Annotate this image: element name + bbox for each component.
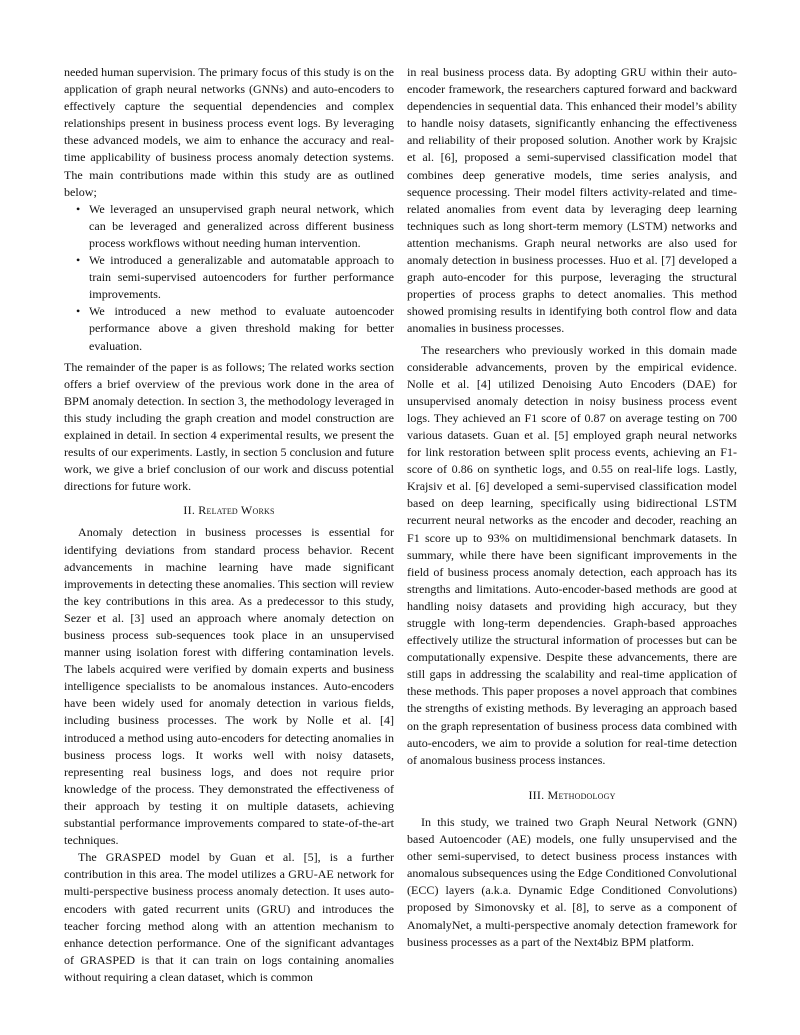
- remainder-paragraph: The remainder of the paper is as follows; The related works section offers a brief overview of the previous work done in the area of BPM anomaly detection. In section 3, the methodology leveraged in this study including the graph creation and model construction are explained in detail. In section 4 experimental results, we present the results of our experiments. Lastly, in section 5 conclusion and future work, we give a brief conclusion of our work and discuss potential directions for future work.: [64, 359, 394, 494]
- intro-paragraph: needed human supervision. The primary focus of this study is on the application of graph neural networks (GNNs) and auto-encoders to effectively capture the sequential dependencies and complex relationships present in business process event logs. By leveraging these advanced models, we aim to enhance the accuracy and real-time applicability of business process anomaly detection systems. The main contributions made within this study are as outlined below;: [64, 65, 394, 199]
- methodology-paragraph: In this study, we trained two Graph Neural Network (GNN) based Autoencoder (AE) models, one fully unsupervised and the other semi-supervised, to detect business process instances with anomalous subsequences using the Edge Conditioned Convolutional (ECC) layers (a.k.a. Dynamic Edge Conditioned Convolutions) proposed by Simonovsky et al. [8], to serve as a component of AnomalyNet, a multi-perspective anomaly detection framework for business processes as a part of the Next4biz BPM platform.: [407, 814, 737, 949]
- contributions-list: [64, 201, 394, 355]
- related-works-heading: [64, 502, 394, 519]
- section-numeral: III.: [528, 787, 545, 802]
- right-column: [407, 64, 737, 951]
- methodology-heading: [407, 787, 737, 804]
- grasped-paragraph: The GRASPED model by Guan et al. [5], is a further contribution in this area. The model utilizes a GRU-AE network for multi-perspective business process anomaly detection. It uses auto-encoders with gated recurrent units (GRU) and introduces the teacher forcing method along with an attention mechanism to enhance detection performance. One of the significant advantages of GRASPED is that it can train on logs containing anomalies without requiring a clean dataset, which is common: [64, 850, 394, 984]
- section-title: Related Works: [198, 503, 275, 518]
- related-works-paragraph: Anomaly detection in business processes is essential for identifying deviations from standard process behavior. Recent advancements in machine learning have made significant improvements in detecting these anomalies. This section will review the key contributions in this area. As a predecessor to this study, Sezer et al. [3] used an approach where anomaly detection on business process sub-sequences took place in an unsupervised manner using isolation forest with differing contamination levels. The labels acquired were verified by domain experts and business intelligence specialists to be anomalous instances. Auto-encoders have been widely used for anomaly detection in various fields, including business processes. The work by Nolle et al. [4] introduced a method using auto-encoders for detecting anomalies in business process logs. It works well with noisy datasets, representing real business logs, and does not require prior knowledge of the process. They demonstrated the effectiveness of their approach by testing it on multiple datasets, achieving substantial performance improvements compared to state-of-the-art techniques.: [64, 525, 394, 848]
- contribution-item: • We introduced a new method to evaluate autoencoder performance above a given threshold making for better evaluation.: [89, 303, 394, 354]
- section-numeral: II.: [183, 503, 196, 518]
- left-column: [64, 64, 394, 986]
- continuation-paragraph: in real business process data. By adopting GRU within their auto-encoder framework, the researchers captured forward and backward dependencies in sequential data. This enhanced their model’s ability to handle noisy datasets, significantly enhancing the effectiveness and reliability of their proposed solution. Another work by Krajsic et al. [6], proposed a semi-supervised classification model that combines deep generative models, time series analysis, and sequence processing. Their model filters activity-related and time-related anomalies from event data by leveraging deep learning techniques such as long short-term memory (LSTM) networks and attention mechanisms. Graph neural networks are also used for anomaly detection in business processes. Huo et al. [7] developed a graph auto-encoder for this purpose, leveraging the structural properties of process graphs to detect anomalies. This method showed promising results in identifying both control flow and data anomalies in business processes.: [407, 65, 737, 336]
- contribution-item: • We leveraged an unsupervised graph neural network, which can be leveraged and generalized across different business process workflows without needing human intervention.: [89, 201, 394, 252]
- section-title: Methodology: [547, 787, 616, 802]
- contribution-item: • We introduced a generalizable and automatable approach to train semi-supervised autoencoders for further performance improvements.: [89, 252, 394, 303]
- summary-paragraph: The researchers who previously worked in this domain made considerable advancements, proven by the empirical evidence. Nolle et al. [4] utilized Denoising Auto Encoders (DAE) for unsupervised anomaly detection in noisy business process event logs. They achieved an F1 score of 0.87 on average testing on 700 various datasets. Guan et al. [5] employed graph neural networks for link restoration between split process events, achieving an F1-score of 0.86 on synthetic logs, and 0.55 on real-life logs. Lastly, Krajsiv et al. [6] developed a semi-supervised classification model based on deep learning, specifically using bidirectional LSTM recurrent neural networks as the encoder and decoder, reaching an F1 score up to 93% on multidimensional benchmark datasets. In summary, while there have been significant improvements in the field of business process anomaly detection, each approach has its strengths and limitations. Auto-encoder-based methods are good at handling noisy datasets and providing high accuracy, but they struggle with long-term dependencies. Graph-based approaches effectively utilize the structural information of processes but can be computationally expensive. Despite these advancements, there are still gaps in addressing the scalability and real-time application of these methods. This paper proposes a novel approach that combines the strengths of existing methods. By leveraging an approach based on the graph representation of business process data combined with auto-encoders, we aim to provide a solution for real-time detection of anomalous business process instances.: [407, 342, 737, 767]
